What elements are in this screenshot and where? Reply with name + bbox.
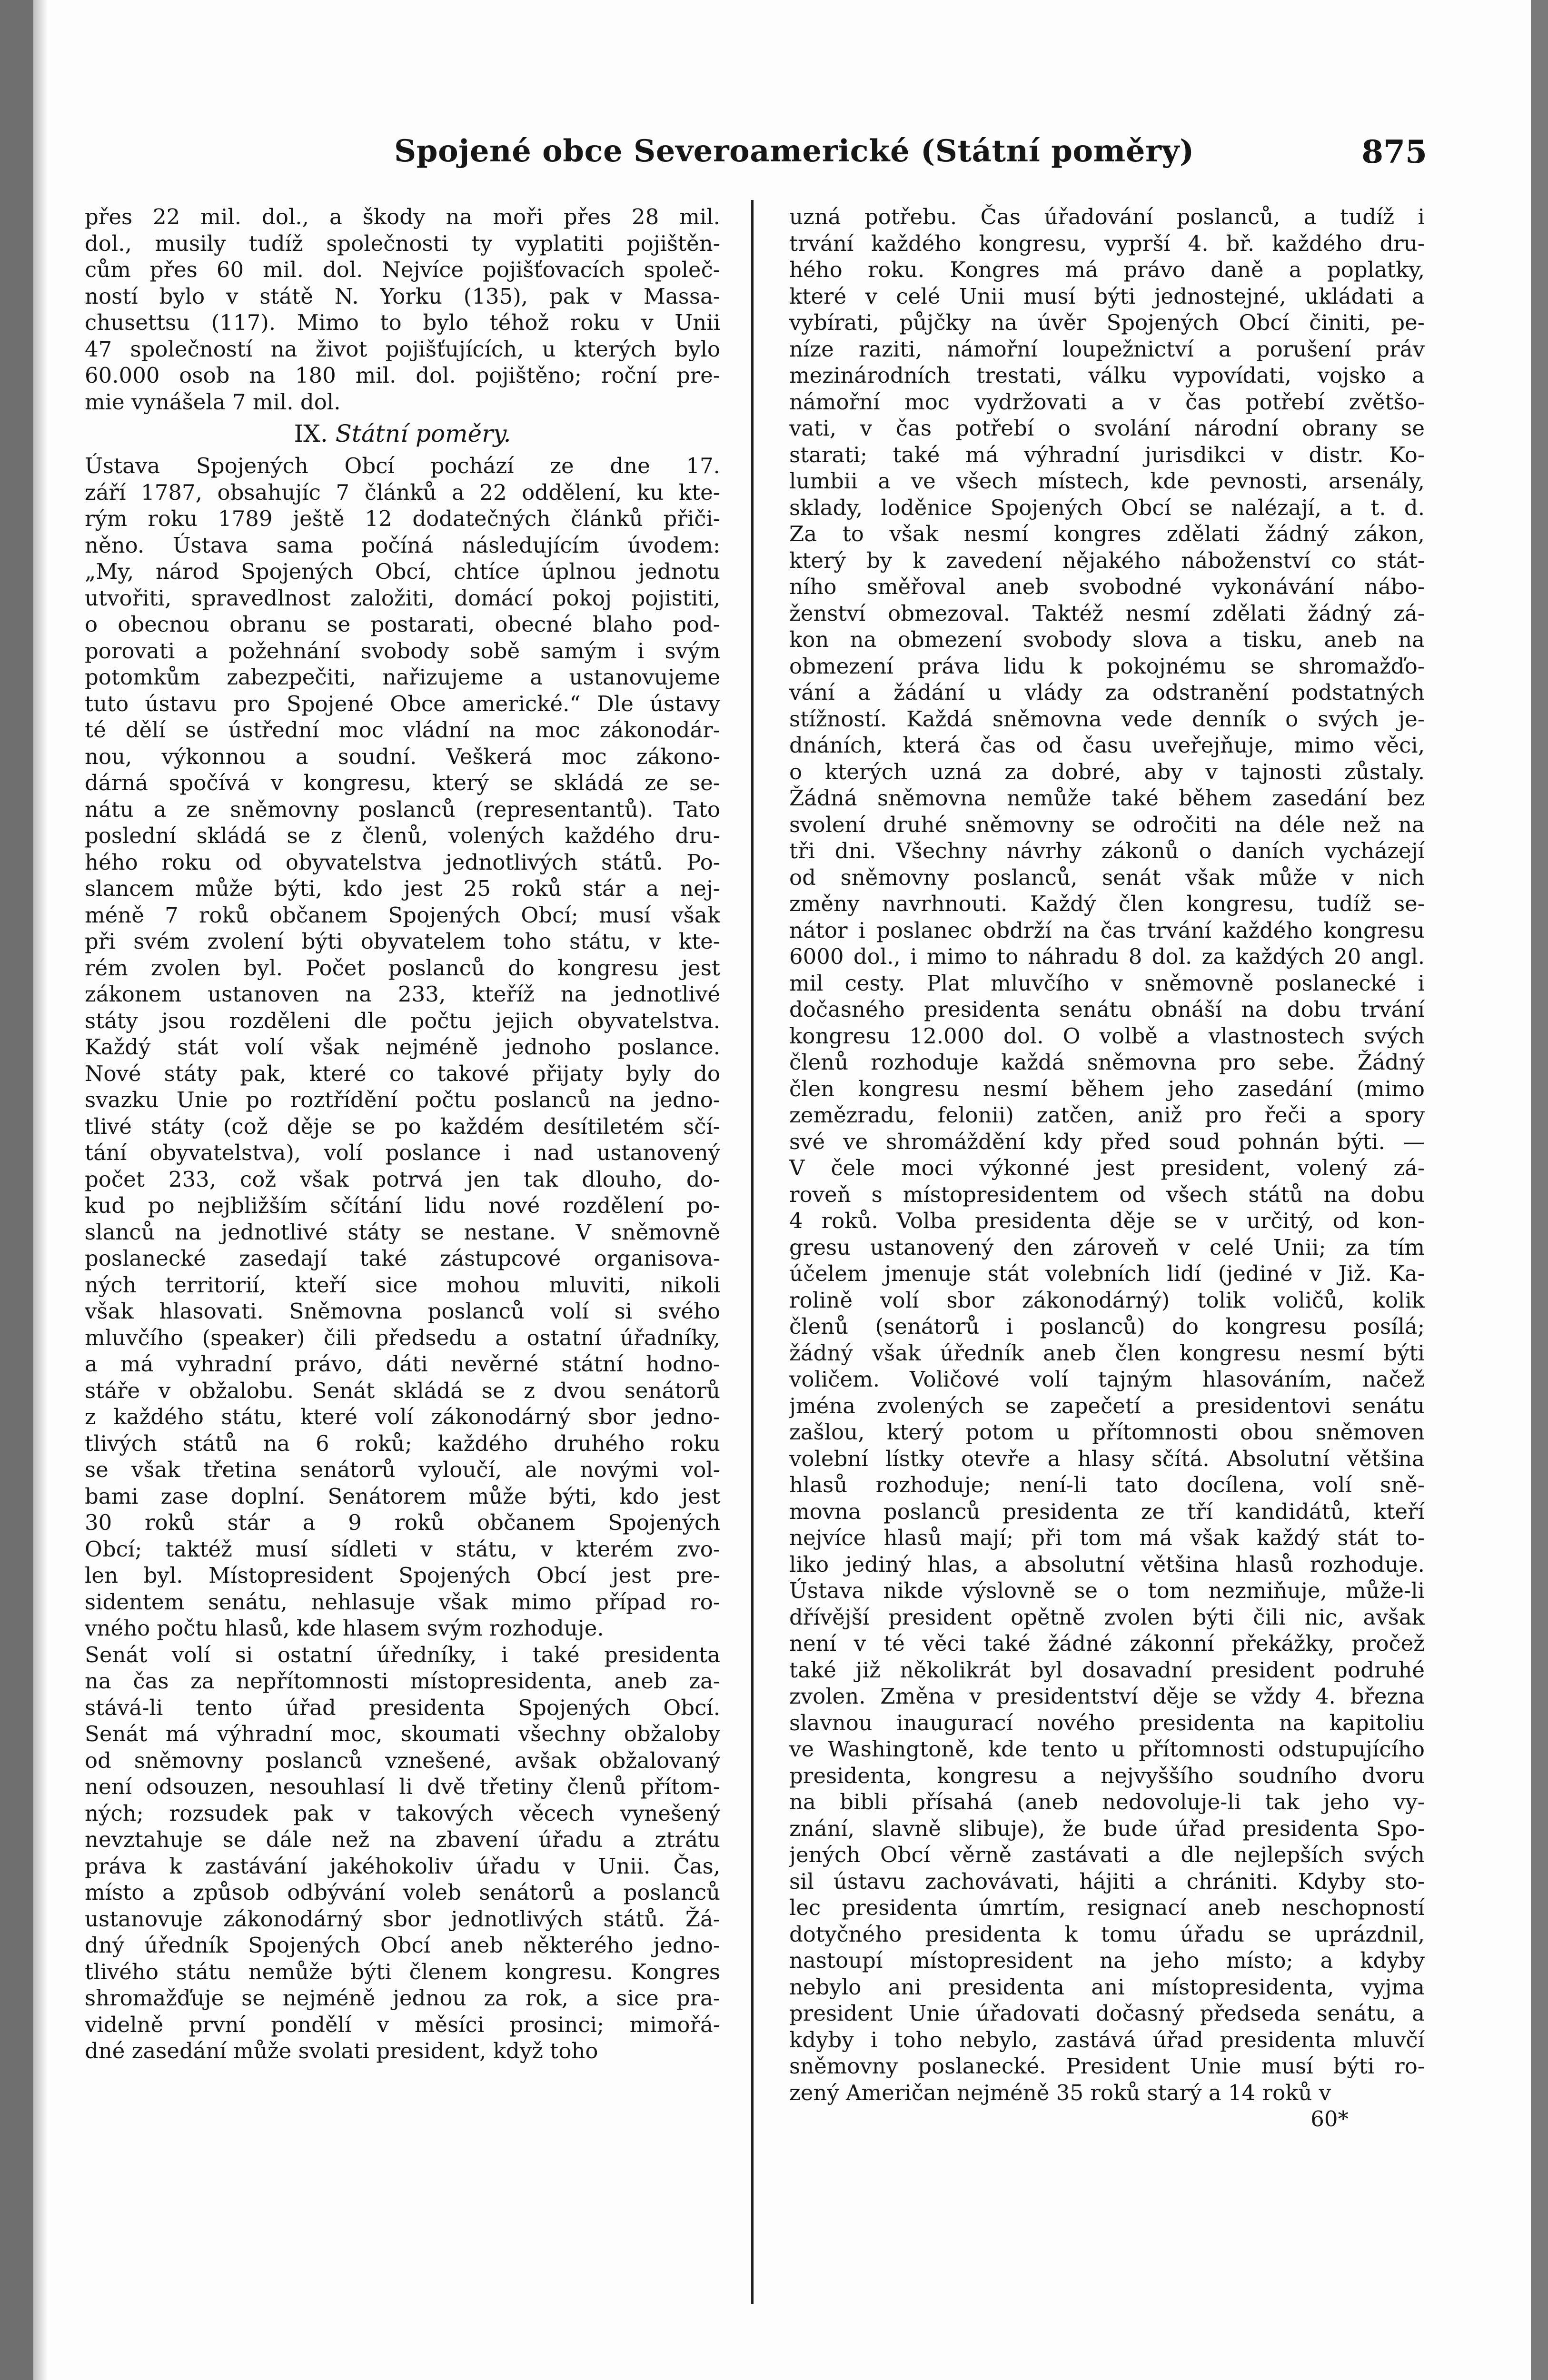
text-line: slancem může býti, kdo jest 25 roků stár a nej-: [85, 876, 720, 901]
text-line: Nové státy pak, které co takové přijaty byly do: [85, 1061, 720, 1086]
text-line: při svém zvolení býti obyvatelem toho státu, v kte-: [85, 929, 720, 954]
text-line: o kterých uzná za dobré, aby v tajnosti zůstaly.: [789, 759, 1425, 784]
text-line: mie vynášela 7 mil. dol.: [85, 389, 341, 415]
text-line: dnáních, která čas od času uveřejňuje, mimo věci,: [789, 733, 1425, 758]
text-line: Senát volí si ostatní úředníky, i také presidenta: [85, 1642, 720, 1667]
text-line: sidentem senátu, nehlasuje však mimo případ ro-: [85, 1589, 720, 1615]
text-line: od sněmovny poslanců, senát však může v nich: [789, 864, 1425, 890]
text-line: tání obyvatelstva), volí poslance i nad ustanovený: [85, 1140, 720, 1165]
text-line: nastoupí místopresident na jeho místo; a kdyby: [789, 1948, 1425, 1973]
text-line: své ve shromáždění kdy před soud pohnán býti. —: [789, 1129, 1425, 1154]
text-line: ve Washingtoně, kde tento u přítomnosti odstupujícího: [789, 1736, 1425, 1762]
text-line: tlivé státy (což děje se po každém desítiletém sčí-: [85, 1113, 720, 1139]
text-line: gresu ustanovený den zároveň v celé Unii; za tím: [789, 1234, 1425, 1260]
text-line: není odsouzen, nesouhlasí li dvě třetiny členů přítom-: [85, 1774, 720, 1799]
text-line: znání, slavně slibuje), že bude úřad presidenta Spo-: [789, 1815, 1425, 1841]
text-line: sněmovny poslanecké. President Unie musí býti ro-: [789, 2053, 1425, 2079]
text-line: hého roku od obyvatelstva jednotlivých států. Po-: [85, 849, 720, 875]
text-line: ných; rozsudek pak v takových věcech vynešený: [85, 1800, 720, 1826]
text-line: movna poslanců presidenta ze tří kandidátů, kteří: [789, 1498, 1425, 1524]
text-line: Za to však nesmí kongres zdělati žádný zákon,: [789, 521, 1425, 546]
text-line: bami zase doplní. Senátorem může býti, kdo jest: [85, 1483, 720, 1509]
text-line: videlně první pondělí v měsíci prosinci; mimořá-: [85, 2012, 720, 2037]
scan-edge-left: [0, 0, 33, 2380]
text-line: jených Obcí věrně zastávati a dle nejlepších svých: [789, 1842, 1425, 1867]
text-line: president Unie úřadovati dočasný předseda senátu, a: [789, 2001, 1425, 2026]
text-line: poslanecké zasedají také zástupcové organisova-: [85, 1246, 720, 1271]
text-line: kdyby i toho nebylo, zastává úřad presidenta mluvčí: [789, 2027, 1425, 2053]
text-line: námořní moc vydržovati a v čas potřebí zvětšo-: [789, 389, 1425, 415]
text-line: „My, národ Spojených Obcí, chtíce úplnou jednotu: [85, 559, 720, 584]
text-line: státy jsou rozděleni dle počtu jejich obyvatelstva.: [85, 1008, 720, 1033]
page-number: 875: [1361, 133, 1427, 170]
text-line: stáře v obžalobu. Senát skládá se z dvou senátorů: [85, 1378, 720, 1403]
book-page: [85, 129, 1427, 2380]
text-line: září 1787, obsahujíc 7 článků a 22 oddělení, ku kte-: [85, 479, 720, 505]
text-line: lumbii a ve všech místech, kde pevnosti, arsenály,: [789, 468, 1425, 494]
text-line: liko jediný hlas, a absolutní většina hlasů rozhoduje.: [789, 1551, 1425, 1577]
text-line: volební lístky otevře a hlasy sčítá. Absolutní většina: [789, 1446, 1425, 1471]
text-line: cům přes 60 mil. dol. Nejvíce pojišťovacích společ-: [85, 257, 720, 282]
running-head: [85, 133, 1427, 176]
text-line: kon na obmezení svobody slova a tisku, aneb na: [789, 627, 1425, 652]
text-line: níze raziti, námořní loupežnictví a porušení práv: [789, 336, 1425, 362]
text-line: nebylo ani presidenta ani místopresidenta, vyjma: [789, 1974, 1425, 2000]
text-line: V čele moci výkonné jest president, volený zá-: [789, 1155, 1425, 1180]
text-line: změny navrhnouti. Každý člen kongresu, tudíž se-: [789, 891, 1425, 916]
text-line: vati, v čas potřebí o svolání národní obrany se: [789, 416, 1425, 441]
text-line: vného počtu hlasů, kde hlasem svým rozhoduje.: [85, 1616, 604, 1641]
text-line: trvání každého kongresu, vyprší 4. bř. každého dru-: [789, 230, 1425, 256]
text-line: zvolen. Změna v presidentství děje se vždy 4. března: [789, 1684, 1425, 1709]
text-line: dřívější president opětně zvolen býti čili nic, avšak: [789, 1604, 1425, 1630]
text-line: chusettsu (117). Mimo to bylo téhož roku v Unii: [85, 310, 720, 335]
text-line: stává-li tento úřad presidenta Spojených Obcí.: [85, 1695, 720, 1720]
text-line: Senát má výhradní moc, skoumati všechny obžaloby: [85, 1721, 720, 1746]
text-line: lec presidenta úmrtím, resignací aneb neschopností: [789, 1895, 1425, 1920]
text-line: nátu a ze sněmovny poslanců (representantů). Tato: [85, 796, 720, 822]
text-line: mluvčího (speaker) čili předsedu a ostatní úřadníky,: [85, 1325, 720, 1350]
text-line: 4 roků. Volba presidenta děje se v určitý, od kon-: [789, 1208, 1425, 1233]
text-line: rým roku 1789 ještě 12 dodatečných článků přiči-: [85, 506, 720, 531]
text-line: něno. Ústava sama počíná následujícím úvodem:: [85, 532, 720, 558]
text-line: voličem. Voličové volí tajným hlasováním, načež: [789, 1367, 1425, 1392]
text-line: Ústava Spojených Obcí pochází ze dne 17.: [85, 453, 720, 478]
text-line: méně 7 roků občanem Spojených Obcí; musí však: [85, 902, 720, 928]
text-line: mil cesty. Plat mluvčího v sněmovně poslanecké i: [789, 970, 1425, 996]
left-text-column: [85, 204, 720, 2064]
text-line: potomkům zabezpečiti, nařizujeme a ustanovujeme: [85, 664, 720, 690]
text-line: ního směřoval aneb svobodné vykonávání nábo-: [789, 574, 1425, 599]
text-line: dotyčného presidenta k tomu úřadu se uprázdnil,: [789, 1921, 1425, 1947]
column-divider: [751, 200, 754, 2304]
text-line: nátor i poslanec obdrží na čas trvání každého kongresu: [789, 917, 1425, 943]
text-line: zený Američan nejméně 35 roků starý a 14 roků v: [789, 2080, 1331, 2105]
text-line: dné zasedání může svolati president, když toho: [85, 2038, 598, 2063]
text-line: není v té věci také žádné zákonní překážky, pročež: [789, 1631, 1425, 1656]
text-line: Každý stát volí však nejméně jednoho poslance.: [85, 1034, 720, 1060]
running-head-title: Spojené obce Severoamerické (Státní poměry): [394, 133, 1194, 169]
text-line: utvořiti, spravedlnost založiti, domácí pokoj pojistiti,: [85, 585, 720, 611]
text-line: se však třetina senátorů vyloučí, ale novými vol-: [85, 1457, 720, 1482]
text-line: nejvíce hlasů mají; při tom má však každý stát to-: [789, 1525, 1425, 1550]
text-line: hého roku. Kongres má právo daně a poplatky,: [789, 257, 1425, 282]
text-line: o obecnou obranu se postarati, obecné blaho pod-: [85, 612, 720, 637]
text-line: členů rozhoduje každá sněmovna pro sebe. Žádný: [789, 1050, 1425, 1075]
right-text-column: [789, 204, 1425, 2132]
text-line: nou, výkonnou a soudní. Veškerá moc zákono-: [85, 744, 720, 769]
text-line: také již několikrát byl dosavadní president podruhé: [789, 1657, 1425, 1683]
text-line: zemězradu, felonii) zatčen, aniž pro řeči a spory: [789, 1102, 1425, 1128]
text-line: 6000 dol., i mimo to náhradu 8 dol. za každých 20 angl.: [789, 944, 1425, 969]
text-line: [85, 415, 720, 453]
text-line: místo a způsob odbývání voleb senátorů a poslanců: [85, 1880, 720, 1905]
text-line: vybírati, půjčky na úvěr Spojených Obcí činiti, pe-: [789, 310, 1425, 335]
text-line: sklady, loděnice Spojených Obcí se nalézají, a t. d.: [789, 495, 1425, 520]
section-title: Státní poměry.: [335, 420, 511, 447]
text-line: jména zvolených se zapečetí a presidentovi senátu: [789, 1393, 1425, 1418]
text-line: člen kongresu nesmí během jeho zasedání (mimo: [789, 1076, 1425, 1101]
text-line: na bibli přísahá (aneb nedovoluje-li tak jeho vy-: [789, 1789, 1425, 1815]
text-line: kud po nejbližším sčítání lidu nové rozdělení po-: [85, 1193, 720, 1218]
signature-mark: 60*: [1310, 2106, 1349, 2132]
text-line: Ústava nikde výslovně se o tom nezmiňuje, může-li: [789, 1578, 1425, 1603]
text-line: dočasného presidenta senátu obnáší na dobu trvání: [789, 997, 1425, 1022]
text-line: slanců na jednotlivé státy se nestane. V sněmovně: [85, 1219, 720, 1245]
text-line: rém zvolen byl. Počet poslanců do kongresu jest: [85, 955, 720, 981]
text-line: zašlou, který potom u přítomnosti obou sněmoven: [789, 1419, 1425, 1445]
text-line: shromažďuje se nejméně jednou za rok, a sice pra-: [85, 1985, 720, 2011]
text-line: zákonem ustanoven na 233, kteříž na jednotlivé: [85, 982, 720, 1007]
text-line: sil ústavu zachovávati, hájiti a chrániti. Kdyby sto-: [789, 1868, 1425, 1894]
text-line: ností bylo v státě N. Yorku (135), pak v Massa-: [85, 283, 720, 309]
text-line: které v celé Unii musí býti jednostejné, ukládati a: [789, 283, 1425, 309]
text-line: hlasů rozhoduje; není-li tato docílena, volí sně-: [789, 1472, 1425, 1497]
text-line: roveň s místopresidentem od všech států na dobu: [789, 1181, 1425, 1207]
text-line: tuto ústavu pro Spojené Obce americké.“ Dle ústavy: [85, 691, 720, 716]
text-line: tlivých států na 6 roků; každého druhého roku: [85, 1430, 720, 1456]
text-line: starati; také má výhradní jurisdikci v distr. Ko-: [789, 442, 1425, 467]
text-line: obmezení práva lidu k pokojnému se shromažďo-: [789, 653, 1425, 679]
text-line: dárná spočívá v kongresu, který se skládá ze se-: [85, 770, 720, 795]
text-line: účelem jmenuje stát volebních lidí (jediné v Již. Ka-: [789, 1261, 1425, 1286]
text-line: vání a žádání u vlády za odstranění podstatných: [789, 680, 1425, 705]
text-line: ných territorií, kteří sice mohou mluviti, nikoli: [85, 1272, 720, 1298]
text-line: ustanovuje zákonodárný sbor jednotlivých států. Žá-: [85, 1906, 720, 1932]
text-line: kongresu 12.000 dol. O volbě a vlastnostech svých: [789, 1023, 1425, 1049]
text-line: nevztahuje se dále než na zbavení úřadu a ztrátu: [85, 1827, 720, 1852]
text-line: 30 roků stár a 9 roků občanem Spojených: [85, 1510, 720, 1535]
text-line: Obcí; taktéž musí sídleti v státu, v kterém zvo-: [85, 1536, 720, 1562]
text-line: té dělí se ústřední moc vládní na moc zákonodár-: [85, 717, 720, 743]
text-line: žádný však úředník aneb člen kongresu nesmí býti: [789, 1340, 1425, 1366]
text-line: poslední skládá se z členů, volených každého dru-: [85, 823, 720, 848]
text-line: tlivého státu nemůže býti členem kongresu. Kongres: [85, 1959, 720, 1984]
text-line: Žádná sněmovna nemůže také během zasedání bez: [789, 785, 1425, 811]
text-line: svazku Unie po roztřídění počtu poslanců na jedno-: [85, 1087, 720, 1112]
scan-edge-shadow: [33, 0, 48, 2380]
text-line: len byl. Místopresident Spojených Obcí jest pre-: [85, 1563, 720, 1588]
text-line: však hlasovati. Sněmovna poslanců volí si svého: [85, 1299, 720, 1324]
text-line: přes 22 mil. dol., a škody na moři přes 28 mil.: [85, 204, 720, 229]
text-line: rolině volí sbor zákonodárný) tolik voličů, kolik: [789, 1287, 1425, 1313]
text-line: počet 233, což však potrvá jen tak dlouho, do-: [85, 1166, 720, 1192]
text-line: který by k zavedení nějakého náboženství co stát-: [789, 547, 1425, 573]
text-line: práva k zastávání jakéhokoliv úřadu v Unii. Čas,: [85, 1853, 720, 1879]
text-line: ženství obmezoval. Taktéž nesmí zdělati žádný zá-: [789, 600, 1425, 626]
text-line: uzná potřebu. Čas úřadování poslanců, a tudíž i: [789, 204, 1425, 229]
text-line: dol., musily tudíž společnosti ty vyplatiti pojištěn-: [85, 230, 720, 256]
text-line: na čas za nepřítomnosti místopresidenta, aneb za-: [85, 1668, 720, 1694]
text-line: z každého státu, které volí zákonodárný sbor jedno-: [85, 1404, 720, 1429]
text-line: slavnou inaugurací nového presidenta na kapitoliu: [789, 1710, 1425, 1735]
text-line: stížností. Každá sněmovna vede denník o svých je-: [789, 706, 1425, 732]
text-line: dný úředník Spojených Obcí aneb některého jedno-: [85, 1933, 720, 1958]
text-line: 47 společností na život pojišťujících, u kterých bylo: [85, 336, 720, 362]
text-line: a má vyhradní právo, dáti nevěrné státní hodno-: [85, 1351, 720, 1377]
text-line: tři dni. Všechny návrhy zákonů o daních vycházejí: [789, 838, 1425, 863]
section-number: IX.: [294, 420, 336, 447]
text-line: členů (senátorů i poslanců) do kongresu posílá;: [789, 1314, 1425, 1339]
text-line: porovati a požehnání svobody sobě samým i svým: [85, 638, 720, 664]
text-line: mezinárodních trestati, válku vypovídati, vojsko a: [789, 363, 1425, 388]
scan-edge-right: [1531, 0, 1548, 2380]
text-line: 60.000 osob na 180 mil. dol. pojištěno; roční pre-: [85, 363, 720, 388]
text-line: svolení druhé sněmovny se odročiti na déle než na: [789, 812, 1425, 837]
text-line: od sněmovny poslanců vznešené, avšak obžalovaný: [85, 1747, 720, 1773]
text-line: presidenta, kongresu a nejvyššího soudního dvoru: [789, 1763, 1425, 1788]
